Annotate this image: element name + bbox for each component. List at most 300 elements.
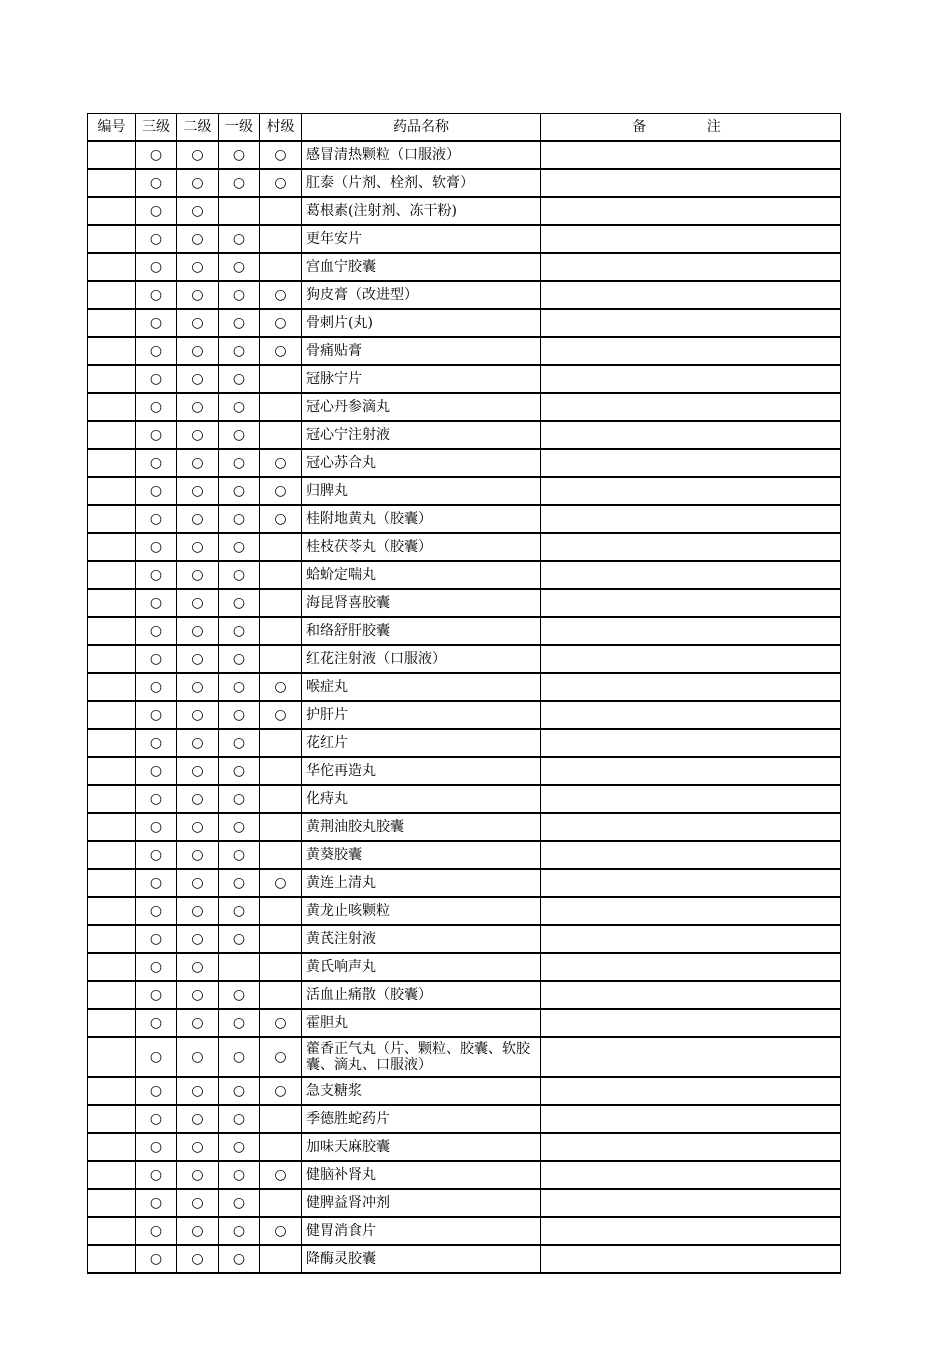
table-row [88,1245,841,1273]
drug-name-cell: 肛泰（片剂、栓剂、软膏） [302,169,541,197]
level1-mark [219,953,260,981]
village-mark: ○ [260,449,302,477]
village-mark [260,1189,302,1217]
drug-name-cell: 冠心宁注射液 [302,421,541,449]
table-row [88,561,841,589]
drug-name-cell: 健胃消食片 [302,1217,541,1245]
table-row [88,729,841,757]
level3-mark: ○ [136,393,177,421]
level1-mark: ○ [219,337,260,365]
table-row [88,505,841,533]
level3-mark: ○ [136,197,177,225]
row-id-cell [88,449,136,477]
village-mark [260,925,302,953]
row-id-cell [88,617,136,645]
remark-cell [541,449,841,477]
level3-mark: ○ [136,505,177,533]
remark-cell [541,393,841,421]
row-id-cell [88,757,136,785]
level3-mark: ○ [136,701,177,729]
level3-mark: ○ [136,1037,177,1077]
village-mark [260,561,302,589]
remark-cell [541,673,841,701]
table-row [88,337,841,365]
table-row [88,477,841,505]
level3-mark: ○ [136,589,177,617]
level2-mark: ○ [177,757,219,785]
level1-mark: ○ [219,981,260,1009]
remark-cell [541,981,841,1009]
village-mark [260,645,302,673]
drug-name-cell: 桂枝茯苓丸（胶囊） [302,533,541,561]
table-row [88,225,841,253]
level3-mark: ○ [136,337,177,365]
level3-mark: ○ [136,757,177,785]
row-id-cell [88,365,136,393]
drug-name-cell: 华佗再造丸 [302,757,541,785]
level1-mark: ○ [219,505,260,533]
remark-cell [541,953,841,981]
drug-name-cell: 降酶灵胶囊 [302,1245,541,1273]
level3-mark: ○ [136,309,177,337]
row-id-cell [88,533,136,561]
level3-mark: ○ [136,533,177,561]
drug-name-cell: 藿香正气丸（片、颗粒、胶囊、软胶囊、滴丸、口服液） [302,1037,541,1077]
level3-mark: ○ [136,897,177,925]
level1-mark: ○ [219,533,260,561]
row-id-cell [88,841,136,869]
header-level1: 一级 [219,114,260,142]
level2-mark: ○ [177,309,219,337]
remark-cell [541,1161,841,1189]
level3-mark: ○ [136,1161,177,1189]
village-mark: ○ [260,477,302,505]
remark-cell [541,169,841,197]
drug-name-cell: 黄龙止咳颗粒 [302,897,541,925]
drug-name-cell: 加味天麻胶囊 [302,1133,541,1161]
level3-mark: ○ [136,869,177,897]
row-id-cell [88,253,136,281]
level2-mark: ○ [177,337,219,365]
level1-mark: ○ [219,617,260,645]
table-row [88,1105,841,1133]
table-row [88,757,841,785]
drug-name-cell: 冠心丹参滴丸 [302,393,541,421]
level2-mark: ○ [177,505,219,533]
level1-mark: ○ [219,1009,260,1037]
level3-mark: ○ [136,281,177,309]
remark-cell [541,141,841,169]
row-id-cell [88,169,136,197]
level2-mark: ○ [177,225,219,253]
table-row [88,533,841,561]
table-row [88,1217,841,1245]
remark-cell [541,589,841,617]
village-mark [260,757,302,785]
level1-mark: ○ [219,141,260,169]
level3-mark: ○ [136,981,177,1009]
row-id-cell [88,1133,136,1161]
level1-mark: ○ [219,365,260,393]
row-id-cell [88,1037,136,1077]
row-id-cell [88,729,136,757]
table-row [88,813,841,841]
table-row [88,897,841,925]
level3-mark: ○ [136,561,177,589]
level2-mark: ○ [177,1077,219,1105]
level2-mark: ○ [177,421,219,449]
header-row [88,114,841,142]
table-row [88,1133,841,1161]
level1-mark: ○ [219,393,260,421]
village-mark: ○ [260,309,302,337]
row-id-cell [88,309,136,337]
village-mark: ○ [260,505,302,533]
drug-name-cell: 狗皮膏（改进型） [302,281,541,309]
level2-mark: ○ [177,1009,219,1037]
level2-mark: ○ [177,1037,219,1077]
table-row [88,365,841,393]
village-mark: ○ [260,869,302,897]
row-id-cell [88,225,136,253]
header-level3: 三级 [136,114,177,142]
remark-cell [541,477,841,505]
drug-name-cell: 季德胜蛇药片 [302,1105,541,1133]
level3-mark: ○ [136,1009,177,1037]
level1-mark: ○ [219,1217,260,1245]
level1-mark: ○ [219,1077,260,1105]
level3-mark: ○ [136,1217,177,1245]
table-row [88,1077,841,1105]
village-mark [260,197,302,225]
level3-mark: ○ [136,673,177,701]
village-mark: ○ [260,1009,302,1037]
row-id-cell [88,701,136,729]
level3-mark: ○ [136,141,177,169]
level3-mark: ○ [136,1105,177,1133]
village-mark [260,785,302,813]
remark-cell [541,841,841,869]
drug-name-cell: 黄葵胶囊 [302,841,541,869]
village-mark: ○ [260,337,302,365]
level3-mark: ○ [136,953,177,981]
level1-mark: ○ [219,1245,260,1273]
drug-name-cell: 海昆肾喜胶囊 [302,589,541,617]
level1-mark: ○ [219,281,260,309]
level1-mark: ○ [219,785,260,813]
remark-cell [541,1009,841,1037]
village-mark [260,1105,302,1133]
level3-mark: ○ [136,925,177,953]
table-row [88,785,841,813]
header-remark [541,114,841,142]
remark-cell [541,1077,841,1105]
remark-cell [541,421,841,449]
row-id-cell [88,1245,136,1273]
table-row [88,617,841,645]
row-id-cell [88,645,136,673]
row-id-cell [88,393,136,421]
level2-mark: ○ [177,729,219,757]
remark-cell [541,897,841,925]
drug-name-cell: 急支糖浆 [302,1077,541,1105]
level1-mark: ○ [219,169,260,197]
level3-mark: ○ [136,225,177,253]
village-mark: ○ [260,673,302,701]
remark-cell [541,365,841,393]
village-mark [260,813,302,841]
level3-mark: ○ [136,841,177,869]
table-row [88,841,841,869]
village-mark [260,253,302,281]
drug-name-cell: 健脑补肾丸 [302,1161,541,1189]
drug-name-cell: 冠心苏合丸 [302,449,541,477]
row-id-cell [88,477,136,505]
table-row [88,449,841,477]
remark-cell [541,197,841,225]
level3-mark: ○ [136,1133,177,1161]
level1-mark: ○ [219,869,260,897]
level2-mark: ○ [177,813,219,841]
level2-mark: ○ [177,925,219,953]
row-id-cell [88,337,136,365]
level1-mark: ○ [219,1161,260,1189]
remark-cell [541,225,841,253]
drug-name-cell: 红花注射液（口服液） [302,645,541,673]
level3-mark: ○ [136,1077,177,1105]
level2-mark: ○ [177,1189,219,1217]
row-id-cell [88,981,136,1009]
level3-mark: ○ [136,449,177,477]
village-mark: ○ [260,701,302,729]
table-row [88,673,841,701]
level1-mark: ○ [219,645,260,673]
level2-mark: ○ [177,141,219,169]
drug-name-cell: 和络舒肝胶囊 [302,617,541,645]
row-id-cell [88,281,136,309]
remark-cell [541,813,841,841]
level2-mark: ○ [177,561,219,589]
remark-cell [541,561,841,589]
remark-cell [541,1133,841,1161]
level1-mark: ○ [219,757,260,785]
row-id-cell [88,421,136,449]
level1-mark: ○ [219,589,260,617]
table-row [88,197,841,225]
village-mark [260,589,302,617]
drug-list-table [87,113,841,1274]
level1-mark: ○ [219,841,260,869]
level3-mark: ○ [136,253,177,281]
remark-cell [541,645,841,673]
level2-mark: ○ [177,1133,219,1161]
level3-mark: ○ [136,1245,177,1273]
level1-mark: ○ [219,421,260,449]
village-mark [260,225,302,253]
table-row [88,869,841,897]
drug-name-cell: 黄芪注射液 [302,925,541,953]
table-row [88,141,841,169]
level1-mark: ○ [219,449,260,477]
header-village: 村级 [260,114,302,142]
drug-name-cell: 宫血宁胶囊 [302,253,541,281]
remark-cell [541,785,841,813]
remark-cell [541,309,841,337]
drug-name-cell: 更年安片 [302,225,541,253]
village-mark: ○ [260,1217,302,1245]
level2-mark: ○ [177,169,219,197]
level2-mark: ○ [177,673,219,701]
row-id-cell [88,1189,136,1217]
header-drug-name: 药品名称 [302,114,541,142]
table-body [88,141,841,1273]
level2-mark: ○ [177,197,219,225]
table-row [88,1161,841,1189]
village-mark [260,897,302,925]
level3-mark: ○ [136,617,177,645]
drug-name-cell: 霍胆丸 [302,1009,541,1037]
village-mark [260,1133,302,1161]
level2-mark: ○ [177,701,219,729]
village-mark [260,393,302,421]
level2-mark: ○ [177,869,219,897]
remark-cell [541,617,841,645]
level2-mark: ○ [177,393,219,421]
drug-name-cell: 骨痛贴膏 [302,337,541,365]
level2-mark: ○ [177,281,219,309]
level2-mark: ○ [177,589,219,617]
level1-mark: ○ [219,729,260,757]
row-id-cell [88,1077,136,1105]
row-id-cell [88,1105,136,1133]
level2-mark: ○ [177,785,219,813]
remark-cell [541,925,841,953]
drug-name-cell: 黄荆油胶丸胶囊 [302,813,541,841]
table-row [88,981,841,1009]
row-id-cell [88,141,136,169]
village-mark: ○ [260,281,302,309]
row-id-cell [88,197,136,225]
drug-name-cell: 黄氏响声丸 [302,953,541,981]
drug-name-cell: 葛根素(注射剂、冻干粉) [302,197,541,225]
level2-mark: ○ [177,1245,219,1273]
drug-name-cell: 冠脉宁片 [302,365,541,393]
level2-mark: ○ [177,953,219,981]
level2-mark: ○ [177,841,219,869]
table-row [88,393,841,421]
village-mark [260,421,302,449]
level2-mark: ○ [177,1105,219,1133]
level1-mark: ○ [219,561,260,589]
table-row [88,925,841,953]
remark-cell [541,701,841,729]
level3-mark: ○ [136,785,177,813]
table-row [88,1037,841,1077]
village-mark [260,617,302,645]
level3-mark: ○ [136,169,177,197]
village-mark: ○ [260,169,302,197]
level2-mark: ○ [177,897,219,925]
remark-cell [541,281,841,309]
remark-cell [541,337,841,365]
row-id-cell [88,925,136,953]
table-row [88,169,841,197]
table-row [88,1189,841,1217]
row-id-cell [88,785,136,813]
table-row [88,281,841,309]
header-level2: 二级 [177,114,219,142]
level2-mark: ○ [177,617,219,645]
village-mark: ○ [260,1161,302,1189]
level2-mark: ○ [177,253,219,281]
drug-name-cell: 蛤蚧定喘丸 [302,561,541,589]
level3-mark: ○ [136,1189,177,1217]
village-mark: ○ [260,1037,302,1077]
level3-mark: ○ [136,729,177,757]
level2-mark: ○ [177,477,219,505]
drug-name-cell: 感冒清热颗粒（口服液） [302,141,541,169]
village-mark [260,953,302,981]
drug-name-cell: 活血止痛散（胶囊） [302,981,541,1009]
drug-name-cell: 护肝片 [302,701,541,729]
level2-mark: ○ [177,449,219,477]
header-id: 编号 [88,114,136,142]
row-id-cell [88,1217,136,1245]
table-row [88,645,841,673]
village-mark [260,365,302,393]
level3-mark: ○ [136,477,177,505]
table-row [88,309,841,337]
level2-mark: ○ [177,1161,219,1189]
level2-mark: ○ [177,365,219,393]
village-mark [260,729,302,757]
row-id-cell [88,1009,136,1037]
level2-mark: ○ [177,533,219,561]
drug-name-cell: 骨刺片(丸) [302,309,541,337]
village-mark [260,533,302,561]
level1-mark: ○ [219,813,260,841]
table-row [88,421,841,449]
row-id-cell [88,1161,136,1189]
level3-mark: ○ [136,365,177,393]
remark-cell [541,757,841,785]
level1-mark: ○ [219,253,260,281]
level2-mark: ○ [177,981,219,1009]
remark-cell [541,253,841,281]
remark-cell [541,1217,841,1245]
remark-cell [541,869,841,897]
row-id-cell [88,897,136,925]
level3-mark: ○ [136,813,177,841]
drug-name-cell: 健脾益肾冲剂 [302,1189,541,1217]
row-id-cell [88,953,136,981]
level1-mark: ○ [219,701,260,729]
remark-cell [541,1037,841,1077]
row-id-cell [88,869,136,897]
level1-mark: ○ [219,1105,260,1133]
level2-mark: ○ [177,645,219,673]
drug-name-cell: 归脾丸 [302,477,541,505]
level1-mark: ○ [219,477,260,505]
row-id-cell [88,673,136,701]
table-row [88,589,841,617]
village-mark: ○ [260,141,302,169]
row-id-cell [88,561,136,589]
drug-name-cell: 桂附地黄丸（胶囊） [302,505,541,533]
level2-mark: ○ [177,1217,219,1245]
level1-mark [219,197,260,225]
level1-mark: ○ [219,925,260,953]
